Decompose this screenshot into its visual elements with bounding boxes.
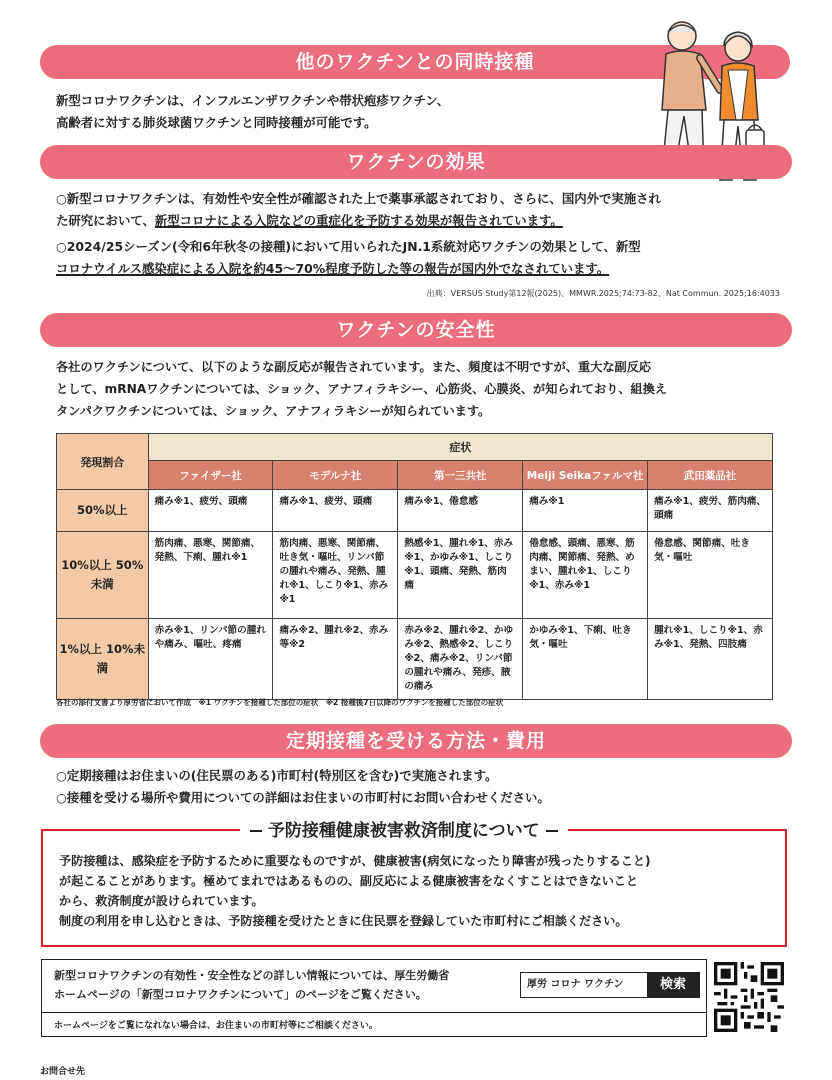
table-cell: 筋肉痛、悪寒、関節痛、発熱、下痢、腫れ※1 <box>148 532 273 619</box>
info-box <box>41 959 707 1037</box>
table-cell: 筋肉痛、悪寒、関節痛、吐き気・嘔吐、リンパ節の腫れや痛み、発熱、腫れ※1、しこり※1、赤み※1 <box>273 532 398 619</box>
search-text: 厚労 コロナ ワクチン <box>527 979 624 990</box>
table-cell: 腫れ※1、しこり※1、赤み※1、発熱、四肢痛 <box>648 619 773 700</box>
contact-label: お問合せ先 <box>40 1067 86 1077</box>
company-header: 第一三共社 <box>398 461 523 490</box>
company-header: Meiji Seikaファルマ社 <box>523 461 648 490</box>
table-row-label: 50%以上 <box>57 490 149 532</box>
table-row-label: 1%以上 10%未満 <box>57 619 149 700</box>
effect-text: ○新型コロナワクチンは、有効性や安全性が確認された上で薬事承認されており、さらに、国内外で実施され た研究において、新型コロナによる入院などの重症化を予防する効果が報告されています。 ○2024/25シーズン(令和6年秋冬の接種)において用いられたJN.1系統対応ワクチンの効果として、新型 コロナウイルス感染症による入院を約45〜70%程度予防した等の報告が国内外でなされています。 <box>56 191 661 276</box>
search-button[interactable]: 検索 <box>647 973 699 997</box>
table-cell: 痛み※2、腫れ※2、赤み等※2 <box>273 619 398 700</box>
table-cell: 痛み※1、疲労、頭痛 <box>148 490 273 532</box>
info-note: ホームページをご覧になれない場合は、お住まいの市町村等にご相談ください。 <box>54 1021 378 1031</box>
qr-code[interactable] <box>714 962 784 1032</box>
method-text: ○定期接種はお住まいの(住民票のある)市町村(特別区を含む)で実施されます。 ○接種を受ける場所や費用についての詳細はお住まいの市町村にお問い合わせください。 <box>56 768 550 805</box>
table-footnote: 各社の添付文書より厚労省において作成 ※1 ワクチンを接種した部位の症状 ※2 接種後7日以降のワクチンを接種した部位の症状 <box>56 698 504 707</box>
section-title-method: 定期接種を受ける方法・費用 <box>40 724 792 758</box>
table-cell: 熱感※1、腫れ※1、赤み※1、かゆみ※1、しこり※1、頭痛、発熱、筋肉痛 <box>398 532 523 619</box>
relief-system-title: 予防接種健康被害救済制度について <box>240 816 568 841</box>
relief-line: から、救済制度が設けられています。 <box>59 894 264 908</box>
relief-line: 制度の利用を申し込むときは、予防接種を受けたときに住民票を登録していた市町村にご相談ください。 <box>59 914 628 928</box>
source-citation: 出典：VERSUS Study第12報(2025)、MMWR.2025;74:73-82、Nat Commun. 2025;16:4033 <box>426 289 780 298</box>
relief-line: が起こることがあります。極めてまれではあるものの、副反応による健康被害をなくすことはできないこと <box>59 874 639 888</box>
section-title-effect: ワクチンの効果 <box>40 145 792 179</box>
relief-line: 予防接種は、感染症を予防するために重要なものですが、健康被害(病気になったり障害が残ったりすること) <box>59 854 651 868</box>
table-cell: 痛み※1、倦怠感 <box>398 490 523 532</box>
side-effect-table <box>56 433 773 700</box>
safety-text: 各社のワクチンについて、以下のような副反応が報告されています。また、頻度は不明ですが、重大な副反応 として、mRNAワクチンについては、ショック、アナフィラキシー、心筋炎、心膜炎、が知られており、組換え タンパクワクチンについては、ショック、アナフィラキシーが知られています。 <box>56 360 668 418</box>
company-header: モデルナ社 <box>273 461 398 490</box>
section-title-safety: ワクチンの安全性 <box>40 313 792 347</box>
company-header: 武田薬品社 <box>648 461 773 490</box>
simultaneous-text: 新型コロナワクチンは、インフルエンザワクチンや帯状疱疹ワクチン、 高齢者に対する肺炎球菌ワクチンと同時接種が可能です。 <box>56 93 450 130</box>
table-cell: 赤み※1、リンパ節の腫れや痛み、嘔吐、疼痛 <box>148 619 273 700</box>
table-cell: 倦怠感、関節痛、吐き気・嘔吐 <box>648 532 773 619</box>
company-header: ファイザー社 <box>148 461 273 490</box>
table-cell: 痛み※1、疲労、頭痛 <box>273 490 398 532</box>
search-box[interactable] <box>520 972 700 998</box>
info-line: 新型コロナワクチンの有効性・安全性などの詳しい情報については、厚生労働省 <box>54 969 450 982</box>
table-cell: 倦怠感、頭痛、悪寒、筋肉痛、関節痛、発熱、めまい、腫れ※1、しこり※1、赤み※1 <box>523 532 648 619</box>
table-row-label: 10%以上 50%未満 <box>57 532 149 619</box>
section-title-simultaneous: 他のワクチンとの同時接種 <box>40 45 790 79</box>
table-cell: 痛み※1 <box>523 490 648 532</box>
table-cell: 痛み※1、疲労、筋肉痛、頭痛 <box>648 490 773 532</box>
table-corner: 発現割合 <box>57 434 149 490</box>
table-cell: かゆみ※1、下痢、吐き気・嘔吐 <box>523 619 648 700</box>
relief-system-box <box>41 829 787 947</box>
table-cell: 赤み※2、腫れ※2、かゆみ※2、熱感※2、しこり※2、痛み※2、リンパ節の腫れや痛み、発疹、腋の痛み <box>398 619 523 700</box>
info-line: ホームページの「新型コロナワクチンについて」のページをご覧ください。 <box>54 988 427 1001</box>
table-symptoms-header: 症状 <box>148 434 772 461</box>
